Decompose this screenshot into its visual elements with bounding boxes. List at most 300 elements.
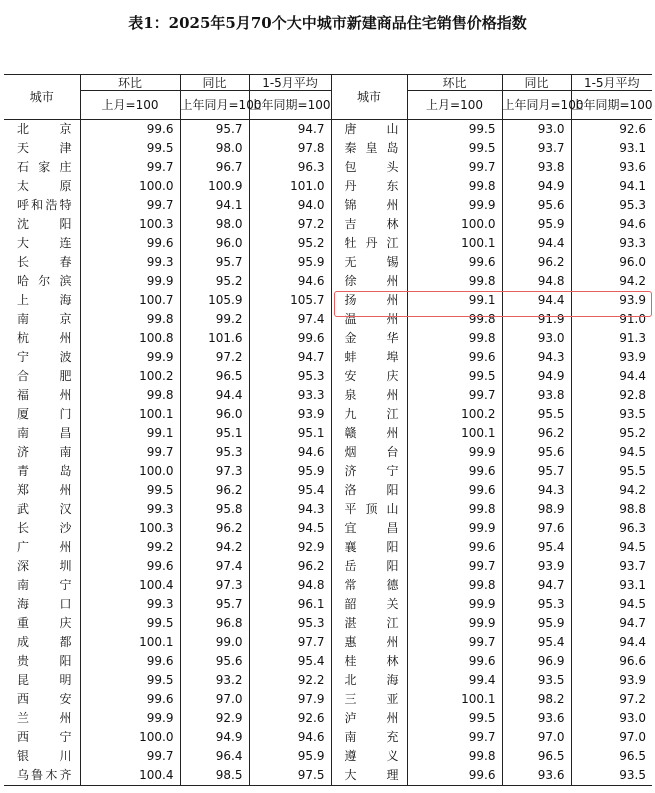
city-name-left: 大连 [17,236,72,250]
city-name-right: 秦皇岛 [344,141,399,155]
yoy-value-left: 95.6 [180,652,249,671]
yoy-value-left: 95.7 [180,253,249,272]
yoy-value-left: 97.3 [180,462,249,481]
yoy-value-left: 99.0 [180,633,249,652]
avg-value-right: 94.2 [571,481,652,500]
table-header [4,75,652,120]
city-name-right: 宜昌 [344,521,399,535]
avg-value-left: 92.9 [249,538,331,557]
mom-value-left: 99.8 [80,310,180,329]
avg-value-left: 94.6 [249,443,331,462]
avg-value-right: 96.6 [571,652,652,671]
city-name-left: 重庆 [17,616,72,630]
mom-value-left: 99.6 [80,234,180,253]
city-name-left: 贵阳 [17,654,72,668]
city-name-right: 岳阳 [344,559,399,573]
table-row [4,177,652,196]
city-name-right: 九江 [344,407,399,421]
mom-value-left: 100.7 [80,291,180,310]
yoy-value-left: 96.2 [180,519,249,538]
yoy-value-right: 91.9 [502,310,571,329]
avg-value-left: 97.7 [249,633,331,652]
avg-value-left: 95.3 [249,614,331,633]
table-row [4,462,652,481]
mom-value-left: 99.8 [80,386,180,405]
yoy-value-left: 92.9 [180,709,249,728]
avg-value-left: 94.7 [249,120,331,140]
city-name-right: 蚌埠 [344,350,399,364]
city-name-right: 遵义 [344,749,399,763]
table-row [4,633,652,652]
avg-value-left: 95.2 [249,234,331,253]
city-name-left: 南宁 [17,578,72,592]
city-name-right: 南充 [344,730,399,744]
table-row [4,253,652,272]
city-name-right: 烟台 [344,445,399,459]
city-name-left: 宁波 [17,350,72,364]
yoy-value-left: 93.2 [180,671,249,690]
mom-value-left: 99.7 [80,196,180,215]
table-row [4,709,652,728]
mom-value-right: 99.6 [407,481,502,500]
yoy-value-left: 96.2 [180,481,249,500]
city-name-right: 泉州 [344,388,399,402]
avg-value-right: 94.1 [571,177,652,196]
yoy-value-left: 95.2 [180,272,249,291]
avg-value-right: 95.2 [571,424,652,443]
yoy-value-left: 97.2 [180,348,249,367]
city-name-left: 海口 [17,597,72,611]
city-name-left: 昆明 [17,673,72,687]
table-row [4,348,652,367]
mom-value-right: 99.8 [407,310,502,329]
yoy-value-right: 94.9 [502,177,571,196]
mom-value-right: 99.9 [407,595,502,614]
yoy-value-right: 93.8 [502,386,571,405]
city-name-right: 常德 [344,578,399,592]
yoy-value-right: 97.0 [502,728,571,747]
mom-value-left: 99.3 [80,595,180,614]
mom-value-left: 100.1 [80,633,180,652]
yoy-value-right: 94.8 [502,272,571,291]
mom-value-left: 100.0 [80,462,180,481]
city-name-left: 太原 [17,179,72,193]
city-name-left: 深圳 [17,559,72,573]
yoy-value-left: 95.1 [180,424,249,443]
city-name-left: 福州 [17,388,72,402]
mom-value-right: 99.5 [407,120,502,140]
city-name-right: 桂林 [344,654,399,668]
city-name-left: 广州 [17,540,72,554]
mom-value-right: 100.1 [407,234,502,253]
city-name-right: 安庆 [344,369,399,383]
city-name-left: 沈阳 [17,217,72,231]
avg-value-left: 94.6 [249,272,331,291]
table-row [4,671,652,690]
yoy-value-right: 97.6 [502,519,571,538]
avg-value-left: 95.4 [249,652,331,671]
yoy-value-left: 96.8 [180,614,249,633]
table-row [4,291,652,310]
avg-value-right: 94.4 [571,367,652,386]
yoy-value-left: 105.9 [180,291,249,310]
table-row [4,652,652,671]
mom-header-right: 环比 [407,75,502,91]
city-name-right: 锦州 [344,198,399,212]
avg-value-right: 93.1 [571,576,652,595]
avg-value-left: 95.1 [249,424,331,443]
avg-value-right: 93.9 [571,291,652,310]
avg-value-right: 96.5 [571,747,652,766]
city-name-left: 天津 [17,141,72,155]
city-header-right: 城市 [331,75,407,120]
yoy-value-left: 96.4 [180,747,249,766]
mom-value-left: 99.6 [80,690,180,709]
mom-value-left: 99.6 [80,652,180,671]
table-row [4,158,652,177]
city-name-right: 惠州 [344,635,399,649]
city-header-left: 城市 [4,75,80,120]
table-row [4,595,652,614]
yoy-base-left: 上年同月=100 [180,91,249,120]
avg-value-right: 96.3 [571,519,652,538]
city-name-right: 洛阳 [344,483,399,497]
avg-value-left: 95.4 [249,481,331,500]
mom-value-left: 100.8 [80,329,180,348]
city-name-left: 合肥 [17,369,72,383]
mom-value-left: 99.3 [80,253,180,272]
avg-value-right: 96.0 [571,253,652,272]
city-name-right: 徐州 [344,274,399,288]
avg-value-right: 97.0 [571,728,652,747]
yoy-value-right: 95.4 [502,633,571,652]
mom-value-right: 99.7 [407,728,502,747]
city-name-left: 武汉 [17,502,72,516]
yoy-header-right: 同比 [502,75,571,91]
table-row [4,234,652,253]
avg-value-right: 93.9 [571,348,652,367]
city-name-right: 韶关 [344,597,399,611]
avg-value-left: 93.9 [249,405,331,424]
city-name-right: 扬州 [344,293,399,307]
mom-value-left: 99.2 [80,538,180,557]
avg-value-right: 93.5 [571,766,652,786]
table-row [4,196,652,215]
avg-value-right: 93.5 [571,405,652,424]
yoy-value-right: 94.7 [502,576,571,595]
mom-value-right: 99.9 [407,519,502,538]
table-row [4,481,652,500]
table-row [4,443,652,462]
city-name-left: 兰州 [17,711,72,725]
avg-value-left: 96.2 [249,557,331,576]
mom-value-left: 99.7 [80,158,180,177]
avg-value-left: 99.6 [249,329,331,348]
table-row [4,766,652,786]
yoy-value-right: 95.5 [502,405,571,424]
table-row [4,215,652,234]
mom-value-right: 99.5 [407,709,502,728]
mom-header-left: 环比 [80,75,180,91]
city-name-left: 成都 [17,635,72,649]
city-name-right: 唐山 [331,120,407,140]
yoy-value-left: 100.9 [180,177,249,196]
avg-value-right: 93.1 [571,139,652,158]
mom-value-right: 99.6 [407,462,502,481]
mom-value-left: 99.3 [80,500,180,519]
yoy-value-right: 93.7 [502,139,571,158]
avg-value-right: 92.8 [571,386,652,405]
table-row [4,424,652,443]
avg-value-left: 95.9 [249,747,331,766]
yoy-value-left: 99.2 [180,310,249,329]
mom-value-left: 100.3 [80,215,180,234]
mom-value-left: 99.7 [80,443,180,462]
avg-base-right: 上年同期=100 [571,91,652,120]
yoy-value-right: 93.9 [502,557,571,576]
yoy-value-right: 96.9 [502,652,571,671]
avg-value-right: 97.2 [571,690,652,709]
avg-base-left: 上年同期=100 [249,91,331,120]
mom-value-left: 100.1 [80,405,180,424]
yoy-value-right: 95.7 [502,462,571,481]
table-row [4,690,652,709]
avg-value-left: 101.0 [249,177,331,196]
avg-value-right: 91.0 [571,310,652,329]
avg-value-right: 91.3 [571,329,652,348]
avg-value-left: 94.5 [249,519,331,538]
avg-value-left: 97.2 [249,215,331,234]
avg-value-right: 94.7 [571,614,652,633]
avg-value-right: 92.6 [571,120,652,140]
mom-value-right: 99.6 [407,766,502,786]
mom-value-left: 100.2 [80,367,180,386]
city-name-right: 泸州 [344,711,399,725]
yoy-value-left: 96.5 [180,367,249,386]
mom-value-right: 99.9 [407,196,502,215]
city-name-left: 西安 [17,692,72,706]
mom-value-left: 99.5 [80,139,180,158]
yoy-value-left: 95.7 [180,120,249,140]
mom-value-right: 99.5 [407,139,502,158]
yoy-value-right: 95.3 [502,595,571,614]
avg-value-left: 97.4 [249,310,331,329]
mom-value-right: 99.7 [407,158,502,177]
avg-value-left: 94.6 [249,728,331,747]
avg-value-left: 97.5 [249,766,331,786]
city-name-right: 吉林 [344,217,399,231]
avg-value-right: 98.8 [571,500,652,519]
city-name-right: 丹东 [344,179,399,193]
yoy-value-left: 95.7 [180,595,249,614]
yoy-value-left: 94.1 [180,196,249,215]
table-title: 表1：2025年5月70个大中城市新建商品住宅销售价格指数 [128,14,527,32]
city-name-right: 襄阳 [344,540,399,554]
yoy-value-right: 96.2 [502,253,571,272]
yoy-value-left: 96.7 [180,158,249,177]
mom-value-left: 100.3 [80,519,180,538]
yoy-value-right: 93.8 [502,158,571,177]
city-name-left: 石家庄 [17,160,72,174]
yoy-value-right: 95.6 [502,443,571,462]
mom-value-left: 99.6 [80,120,180,140]
avg-value-left: 96.3 [249,158,331,177]
table-body [4,120,652,786]
table-row [4,139,652,158]
city-name-right: 赣州 [344,426,399,440]
mom-value-left: 99.1 [80,424,180,443]
avg-value-left: 94.8 [249,576,331,595]
yoy-value-right: 93.0 [502,120,571,140]
yoy-value-right: 94.4 [502,234,571,253]
yoy-base-right: 上年同月=100 [502,91,571,120]
table-row [4,747,652,766]
city-name-left: 郑州 [17,483,72,497]
table-row [4,120,652,140]
avg-value-left: 92.2 [249,671,331,690]
yoy-value-right: 98.9 [502,500,571,519]
avg-value-right: 93.0 [571,709,652,728]
mom-value-left: 99.5 [80,481,180,500]
city-name-right: 包头 [344,160,399,174]
city-name-right: 湛江 [344,616,399,630]
avg-value-right: 94.2 [571,272,652,291]
mom-value-left: 99.5 [80,671,180,690]
mom-base-right: 上月=100 [407,91,502,120]
table-row [4,405,652,424]
city-name-right: 平顶山 [344,502,399,516]
avg-value-left: 94.7 [249,348,331,367]
city-name-right: 三亚 [344,692,399,706]
mom-value-right: 99.6 [407,652,502,671]
yoy-value-left: 97.3 [180,576,249,595]
avg-value-right: 93.9 [571,671,652,690]
mom-value-right: 100.1 [407,690,502,709]
mom-value-left: 99.7 [80,747,180,766]
mom-value-right: 99.6 [407,538,502,557]
table-row [4,538,652,557]
avg-value-left: 105.7 [249,291,331,310]
mom-value-right: 99.8 [407,177,502,196]
yoy-header-left: 同比 [180,75,249,91]
city-name-left: 呼和浩特 [17,198,72,212]
avg-value-right: 94.5 [571,595,652,614]
yoy-value-left: 101.6 [180,329,249,348]
city-name-left: 南京 [17,312,72,326]
yoy-value-right: 93.5 [502,671,571,690]
city-name-left: 哈尔滨 [17,274,72,288]
avg-header-left: 1-5月平均 [249,75,331,91]
mom-base-left: 上月=100 [80,91,180,120]
avg-value-left: 95.3 [249,367,331,386]
yoy-value-right: 96.5 [502,747,571,766]
yoy-value-left: 94.4 [180,386,249,405]
mom-value-left: 99.6 [80,557,180,576]
city-name-right: 温州 [344,312,399,326]
city-name-left: 银川 [17,749,72,763]
city-name-left: 长春 [17,255,72,269]
avg-value-left: 92.6 [249,709,331,728]
avg-value-left: 97.9 [249,690,331,709]
mom-value-right: 99.8 [407,576,502,595]
mom-value-right: 99.6 [407,348,502,367]
yoy-value-left: 95.8 [180,500,249,519]
mom-value-right: 99.8 [407,500,502,519]
mom-value-left: 99.9 [80,348,180,367]
yoy-value-left: 98.5 [180,766,249,786]
yoy-value-right: 98.2 [502,690,571,709]
mom-value-right: 99.8 [407,272,502,291]
city-name-left: 青岛 [17,464,72,478]
table-row [4,519,652,538]
mom-value-left: 99.9 [80,709,180,728]
mom-value-left: 100.0 [80,177,180,196]
city-name-right: 大理 [331,766,407,786]
avg-value-right: 94.5 [571,538,652,557]
avg-header-right: 1-5月平均 [571,75,652,91]
table-row [4,728,652,747]
city-name-left: 厦门 [17,407,72,421]
avg-value-left: 94.0 [249,196,331,215]
mom-value-right: 100.0 [407,215,502,234]
avg-value-left: 94.3 [249,500,331,519]
city-name-right: 无锡 [344,255,399,269]
city-name-left: 上海 [17,293,72,307]
yoy-value-left: 95.3 [180,443,249,462]
yoy-value-right: 93.6 [502,709,571,728]
yoy-value-left: 96.0 [180,234,249,253]
avg-value-left: 93.3 [249,386,331,405]
yoy-value-right: 95.4 [502,538,571,557]
avg-value-right: 95.5 [571,462,652,481]
mom-value-left: 100.4 [80,576,180,595]
city-name-left: 济南 [17,445,72,459]
mom-value-right: 99.8 [407,747,502,766]
city-name-right: 牡丹江 [344,236,399,250]
mom-value-right: 99.7 [407,386,502,405]
yoy-value-left: 98.0 [180,215,249,234]
city-name-right: 济宁 [344,464,399,478]
yoy-value-left: 96.0 [180,405,249,424]
city-name-left: 长沙 [17,521,72,535]
avg-value-right: 93.6 [571,158,652,177]
mom-value-left: 100.0 [80,728,180,747]
city-name-left: 乌鲁木齐 [4,766,80,786]
yoy-value-right: 94.4 [502,291,571,310]
avg-value-right: 95.3 [571,196,652,215]
city-name-right: 金华 [344,331,399,345]
yoy-value-right: 94.9 [502,367,571,386]
mom-value-right: 99.9 [407,443,502,462]
mom-value-left: 99.9 [80,272,180,291]
mom-value-left: 99.5 [80,614,180,633]
table-row [4,310,652,329]
table-row [4,614,652,633]
avg-value-right: 94.6 [571,215,652,234]
table-row [4,576,652,595]
city-name-left: 西宁 [17,730,72,744]
mom-value-right: 99.5 [407,367,502,386]
yoy-value-right: 95.9 [502,215,571,234]
yoy-value-right: 93.0 [502,329,571,348]
yoy-value-right: 96.2 [502,424,571,443]
city-name-right: 北海 [344,673,399,687]
city-name-left: 北京 [4,120,80,140]
yoy-value-left: 94.2 [180,538,249,557]
mom-value-right: 99.9 [407,614,502,633]
table-row [4,557,652,576]
mom-value-right: 100.1 [407,424,502,443]
